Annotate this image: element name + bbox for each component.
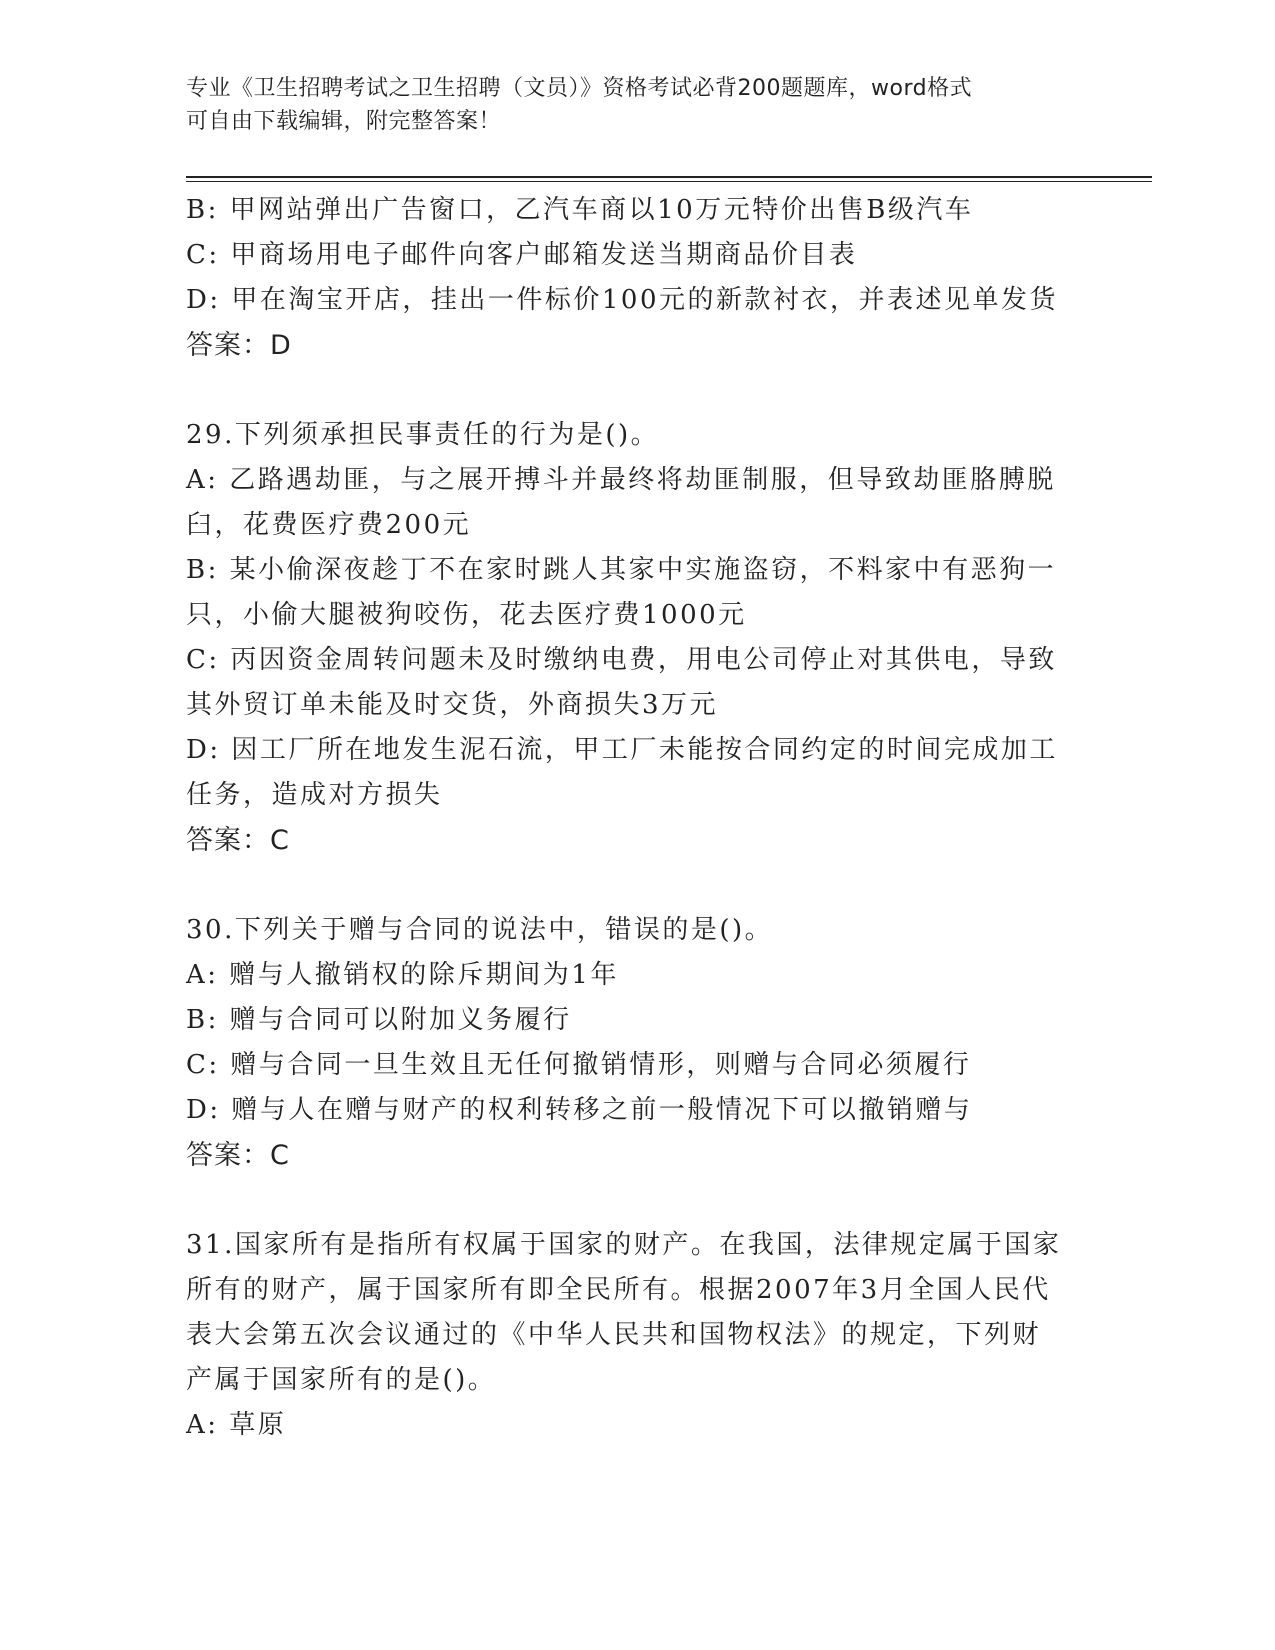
q30-option-c: C: 赠与合同一旦生效且无任何撤销情形，则赠与合同必须履行 (186, 1050, 972, 1080)
q30-option-d: D: 赠与人在赠与财产的权利转移之前一般情况下可以撤销赠与 (186, 1095, 973, 1125)
q29-stem: 29.下列须承担民事责任的行为是()。 (186, 420, 660, 450)
q30-answer: 答案：C (186, 1140, 290, 1171)
header-title-line-2: 可自由下载编辑，附完整答案！ (186, 109, 502, 134)
q31-stem-2: 所有的财产，属于国家所有即全民所有。根据2007年3月全国人民代 (186, 1275, 1051, 1305)
q31-stem-4: 产属于国家所有的是()。 (186, 1365, 497, 1395)
header-divider-thin (186, 181, 1152, 182)
spacer (186, 1178, 1086, 1223)
spacer (186, 368, 1086, 413)
q28-option-c: C: 甲商场用电子邮件向客户邮箱发送当期商品价目表 (186, 240, 858, 270)
question-29 (186, 413, 1086, 863)
document-body (186, 188, 1086, 1448)
q28-answer: 答案：D (186, 330, 292, 361)
question-31 (186, 1223, 1086, 1448)
q29-option-c: C: 丙因资金周转问题未及时缴纳电费，用电公司停止对其供电，导致 (186, 645, 1057, 675)
document-header (186, 72, 1066, 138)
q31-option-a: A: 草原 (186, 1410, 287, 1440)
q29-option-d-cont: 任务，造成对方损失 (186, 780, 443, 810)
q28-option-b: B: 甲网站弹出广告窗口，乙汽车商以10万元特价出售B级汽车 (186, 195, 974, 225)
q29-answer: 答案：C (186, 825, 290, 856)
header-divider-thick (186, 176, 1152, 178)
spacer (186, 863, 1086, 908)
question-30 (186, 908, 1086, 1178)
q29-option-b: B: 某小偷深夜趁丁不在家时跳人其家中实施盗窃，不料家中有恶狗一 (186, 555, 1057, 585)
q29-option-b-cont: 只，小偷大腿被狗咬伤，花去医疗费1000元 (186, 600, 747, 630)
q29-option-a: A: 乙路遇劫匪，与之展开搏斗并最终将劫匪制服，但导致劫匪胳膊脱 (186, 465, 1056, 495)
q29-option-a-cont: 臼，花费医疗费200元 (186, 510, 472, 540)
q29-option-c-cont: 其外贸订单未能及时交货，外商损失3万元 (186, 690, 719, 720)
q30-stem: 30.下列关于赠与合同的说法中，错误的是()。 (186, 915, 774, 945)
q31-stem-3: 表大会第五次会议通过的《中华人民共和国物权法》的规定，下列财 (186, 1320, 1042, 1350)
question-28 (186, 188, 1086, 368)
header-title-line-1: 专业《卫生招聘考试之卫生招聘（文员）》资格考试必背200题题库，word格式 (186, 76, 973, 101)
q31-stem-1: 31.国家所有是指所有权属于国家的财产。在我国，法律规定属于国家 (186, 1230, 1062, 1260)
q30-option-b: B: 赠与合同可以附加义务履行 (186, 1005, 572, 1035)
q28-option-d: D: 甲在淘宝开店，挂出一件标价100元的新款衬衣，并表述见单发货 (186, 285, 1058, 315)
q29-option-d: D: 因工厂所在地发生泥石流，甲工厂未能按合同约定的时间完成加工 (186, 735, 1058, 765)
q30-option-a: A: 赠与人撤销权的除斥期间为1年 (186, 960, 619, 990)
